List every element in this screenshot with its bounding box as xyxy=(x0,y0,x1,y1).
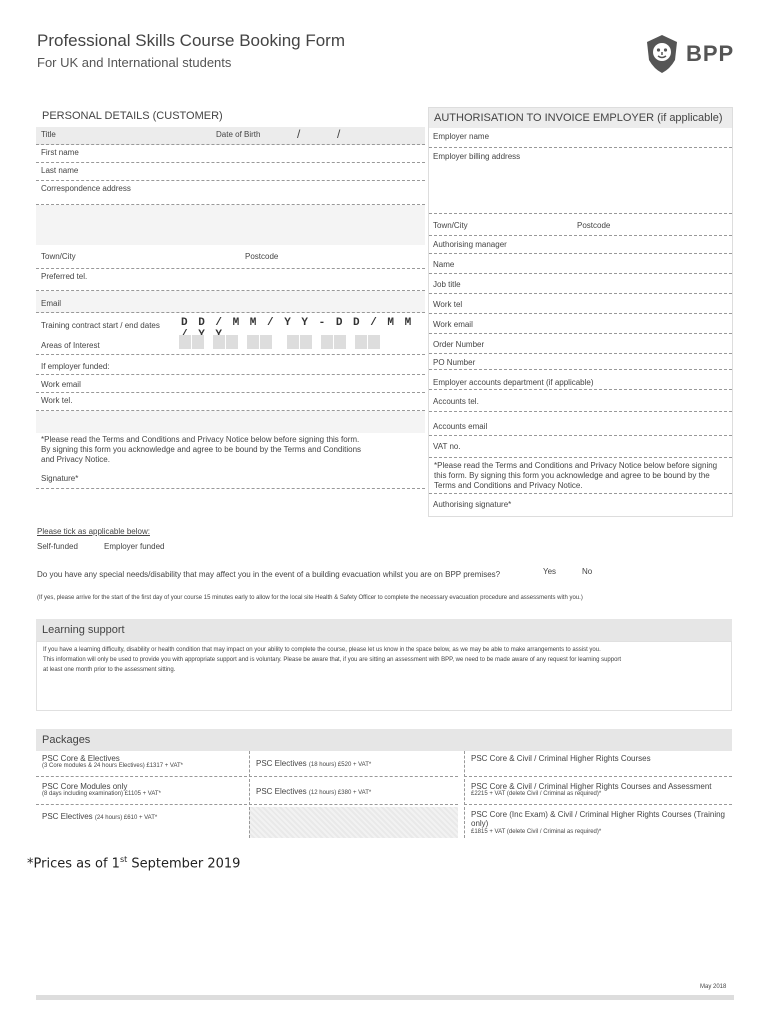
terms-line-1: *Please read the Terms and Conditions and Privacy Notice below before signing this form. xyxy=(41,435,360,444)
order-number-label: Order Number xyxy=(433,340,485,349)
packages-table xyxy=(36,751,732,839)
packages-heading: Packages xyxy=(36,729,732,751)
email-field[interactable] xyxy=(36,291,425,313)
authorisation-panel xyxy=(428,107,733,517)
address-line-area[interactable] xyxy=(36,205,425,245)
learning-line-1: If you have a learning difficulty, disability or health condition that may impact on your ability to complete the course, please let us know in the space below, as we may be able to make arrangements to assist you. xyxy=(43,647,601,653)
auth-terms-text xyxy=(429,458,732,494)
date-box[interactable] xyxy=(321,335,333,349)
package-electives-12[interactable] xyxy=(249,779,458,805)
dob-slash-2: / xyxy=(337,127,341,141)
accounts-email-label: Accounts email xyxy=(433,422,488,431)
package-price: (8 days including examination) £1105 + VAT* xyxy=(42,791,161,797)
areas-of-interest-row xyxy=(36,335,425,355)
po-number-field[interactable] xyxy=(429,354,732,370)
prices-note-sup: st xyxy=(119,855,128,864)
prices-note-prefix: *Prices as of 1 xyxy=(27,856,120,872)
learning-line-3: at least one month prior to the assessment sitting. xyxy=(43,667,176,673)
prices-note xyxy=(27,855,240,871)
auth-town-postcode-row[interactable] xyxy=(429,214,732,236)
package-title: PSC Core & Electives xyxy=(42,754,120,763)
package-price: (24 hours) £610 + VAT* xyxy=(94,815,158,821)
auth-work-email-label: Work email xyxy=(433,320,473,329)
billing-address-field[interactable] xyxy=(429,148,732,214)
work-email-label: Work email xyxy=(41,380,81,389)
special-needs-yes[interactable]: Yes xyxy=(543,567,557,576)
auth-work-tel-field[interactable] xyxy=(429,294,732,314)
date-box[interactable] xyxy=(287,335,299,349)
auth-town-label: Town/City xyxy=(433,221,468,230)
date-boxes[interactable] xyxy=(179,335,381,349)
date-box[interactable] xyxy=(179,335,191,349)
package-empty-cell xyxy=(249,807,458,838)
package-title: PSC Core & Civil / Criminal Higher Rights Courses and Assessment xyxy=(471,782,712,791)
auth-postcode-label: Postcode xyxy=(577,221,611,230)
date-box[interactable] xyxy=(355,335,367,349)
date-box[interactable] xyxy=(334,335,346,349)
lion-shield-icon xyxy=(644,34,680,74)
town-postcode-row[interactable] xyxy=(36,245,425,269)
auth-name-label: Name xyxy=(433,260,455,269)
learning-support-heading: Learning support xyxy=(36,619,732,641)
last-name-label: Last name xyxy=(41,166,79,175)
employer-funded-label: If employer funded: xyxy=(41,362,110,371)
employer-name-field[interactable] xyxy=(429,128,732,148)
accounts-tel-label: Accounts tel. xyxy=(433,397,479,406)
signature-field[interactable] xyxy=(36,469,425,489)
dob-label: Date of Birth xyxy=(216,130,261,139)
job-title-field[interactable] xyxy=(429,274,732,294)
auth-work-email-field[interactable] xyxy=(429,314,732,334)
billing-address-label: Employer billing address xyxy=(433,152,521,161)
email-label: Email xyxy=(41,299,62,308)
package-electives-24[interactable] xyxy=(36,809,247,837)
date-box[interactable] xyxy=(192,335,204,349)
package-electives-18[interactable] xyxy=(249,751,458,777)
employer-funded-option[interactable]: Employer funded xyxy=(104,542,165,551)
package-title: PSC Electives xyxy=(256,787,307,796)
package-title: PSC Core Modules only xyxy=(42,782,128,791)
authorising-signature-field[interactable] xyxy=(429,494,732,516)
work-tel-label: Work tel. xyxy=(41,396,73,405)
authorisation-heading: AUTHORISATION TO INVOICE EMPLOYER (if applicable) xyxy=(429,108,732,128)
evacuation-note: (If yes, please arrive for the start of the first day of your course 15 minutes early to allow for the local site Health & Safety Officer to complete the necessary evacuation procedure and assessments with you.) xyxy=(37,595,583,601)
package-higher-rights-assessment[interactable] xyxy=(464,779,732,805)
training-dates-row[interactable] xyxy=(36,317,425,333)
correspondence-address-field[interactable] xyxy=(36,181,425,205)
terms-line-2: By signing this form you acknowledge and agree to be bound by the Terms and Conditions xyxy=(41,445,362,454)
authorising-signature-label: Authorising signature* xyxy=(433,500,512,509)
training-dates-format: D D / M M / Y Y - D D / M M xyxy=(181,317,414,329)
employer-name-label: Employer name xyxy=(433,132,490,141)
learning-support-box[interactable] xyxy=(36,641,732,711)
personal-blank-area xyxy=(36,411,425,433)
package-price: £1815 + VAT (delete Civil / Criminal as required)* xyxy=(471,829,602,835)
last-name-field[interactable] xyxy=(36,163,425,181)
authorising-manager-label: Authorising manager xyxy=(433,240,507,249)
form-title: Professional Skills Course Booking Form xyxy=(37,31,346,50)
personal-terms-text xyxy=(36,433,425,469)
employer-funded-row xyxy=(36,357,425,375)
dob-slash-1: / xyxy=(297,127,301,141)
job-title-label: Job title xyxy=(433,280,461,289)
training-dates-label: Training contract start / end dates xyxy=(41,321,160,330)
special-needs-no[interactable]: No xyxy=(582,567,593,576)
accounts-email-field[interactable] xyxy=(429,412,732,436)
vat-no-label: VAT no. xyxy=(433,442,461,451)
date-box[interactable] xyxy=(213,335,225,349)
first-name-field[interactable] xyxy=(36,145,425,163)
date-box[interactable] xyxy=(247,335,259,349)
authorising-manager-row xyxy=(429,236,732,254)
signature-label: Signature* xyxy=(41,474,79,483)
form-subtitle: For UK and International students xyxy=(37,55,232,70)
accounts-tel-field[interactable] xyxy=(429,390,732,412)
package-price: (18 hours) £520 + VAT* xyxy=(308,762,372,768)
po-number-label: PO Number xyxy=(433,358,476,367)
auth-terms-line-2: this form. By signing this form you acknowledge and agree to be bound by the xyxy=(434,471,710,480)
areas-label: Areas of Interest xyxy=(41,341,100,350)
special-needs-question: Do you have any special needs/disability that may affect you in the event of a building evacuation whilst you are on BPP premises? xyxy=(37,570,501,579)
learning-line-2: This information will only be used to provide you with appropriate support and is voluntary. Please be aware that, if you are sitting an assessment with BPP, we need to be made aware of any request for learning support xyxy=(43,657,622,663)
personal-details-panel xyxy=(36,107,425,517)
package-title-1: PSC Core (Inc Exam) & Civil / Criminal Higher Rights Courses (Training xyxy=(471,810,725,819)
title-row xyxy=(36,127,425,145)
correspondence-label: Correspondence address xyxy=(41,184,131,193)
package-price: (3 Core modules & 24 hours Electives) £1317 + VAT* xyxy=(42,763,184,769)
footer-rule xyxy=(36,995,734,1000)
package-title-2: only) xyxy=(471,819,489,828)
package-title: PSC Electives xyxy=(256,759,307,768)
package-core-electives[interactable] xyxy=(36,751,247,777)
date-box[interactable] xyxy=(368,335,380,349)
postcode-label: Postcode xyxy=(245,252,279,261)
title-field-label[interactable]: Title xyxy=(41,130,56,139)
package-price: £2215 + VAT (delete Civil / Criminal as required)* xyxy=(471,791,602,797)
personal-details-heading: PERSONAL DETAILS (CUSTOMER) xyxy=(42,110,223,122)
auth-name-field[interactable] xyxy=(429,254,732,274)
self-funded-option[interactable]: Self-funded xyxy=(37,542,78,551)
accounts-dept-row xyxy=(429,370,732,390)
bpp-logo xyxy=(644,32,736,76)
preferred-tel-field[interactable] xyxy=(36,269,425,291)
first-name-label: First name xyxy=(41,148,79,157)
package-higher-rights[interactable] xyxy=(464,751,732,777)
terms-line-3: and Privacy Notice. xyxy=(41,455,110,464)
auth-terms-line-1: *Please read the Terms and Conditions and Privacy Notice below before signing xyxy=(434,461,718,470)
date-box[interactable] xyxy=(260,335,272,349)
package-higher-rights-training[interactable] xyxy=(464,807,732,838)
work-tel-field[interactable] xyxy=(36,393,425,411)
order-number-field[interactable] xyxy=(429,334,732,354)
package-title: PSC Electives xyxy=(42,812,93,821)
logo-text: BPP xyxy=(686,41,735,66)
accounts-dept-label: Employer accounts department (if applicable) xyxy=(433,378,594,387)
town-label: Town/City xyxy=(41,252,76,261)
footer-date: May 2018 xyxy=(700,984,727,990)
prices-note-suffix: September 2019 xyxy=(127,856,241,872)
date-box[interactable] xyxy=(300,335,312,349)
auth-terms-line-3: Terms and Conditions and Privacy Notice. xyxy=(434,481,583,490)
work-email-field[interactable] xyxy=(36,375,425,393)
preferred-tel-label: Preferred tel. xyxy=(41,272,88,281)
auth-work-tel-label: Work tel xyxy=(433,300,463,309)
package-price: (12 hours) £380 + VAT* xyxy=(308,790,372,796)
vat-no-field[interactable] xyxy=(429,436,732,458)
tick-prompt: Please tick as applicable below: xyxy=(37,527,150,536)
package-core-modules[interactable] xyxy=(36,779,247,805)
package-title: PSC Core & Civil / Criminal Higher Rights Courses xyxy=(471,754,651,763)
date-box[interactable] xyxy=(226,335,238,349)
